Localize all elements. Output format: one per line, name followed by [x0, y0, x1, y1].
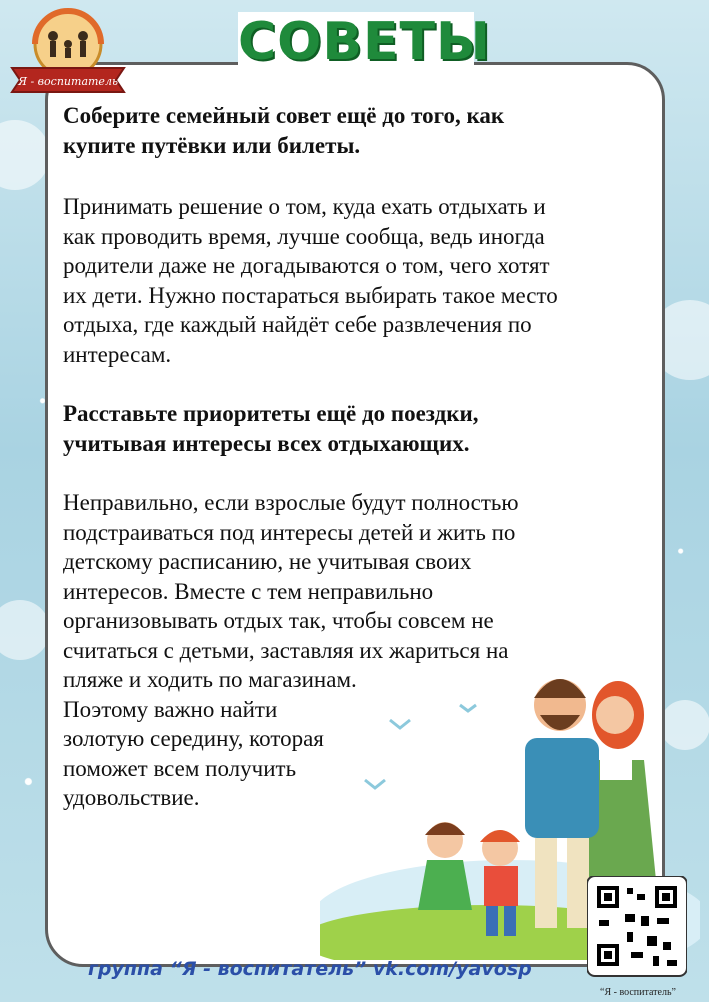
- heading-2-line: учитывая интересы всех отдыхающих.: [63, 430, 470, 456]
- paragraph-1: [63, 192, 663, 369]
- heading-2-line: Расставьте приоритеты ещё до поездки,: [63, 401, 479, 426]
- qr-code[interactable]: [587, 876, 687, 984]
- paragraph-line: удовольствие.: [63, 785, 200, 810]
- paragraph-line: подстраиваться под интересы детей и жить по: [63, 519, 516, 545]
- paragraph-line: Поэтому важно найти: [63, 696, 278, 722]
- paragraph-line: Принимать решение о том, куда ехать отдыхать и: [63, 194, 546, 219]
- paragraph-line: Неправильно, если взрослые будут полностью: [63, 490, 519, 515]
- paragraph-line: пляже и ходить по магазинам.: [63, 667, 357, 692]
- paragraph-line: считаться с детьми, заставляя их жариться на: [63, 637, 509, 663]
- paragraph-line: отдыха, где каждый найдёт себе развлечения по: [63, 312, 532, 337]
- svg-text:Я - воспитатель: Я - воспитатель: [18, 75, 118, 88]
- logo-badge: [8, 8, 128, 94]
- heading-1-line: Соберите семейный совет ещё до того, как: [63, 103, 505, 128]
- footer-link-text[interactable]: группа “Я - воспитатель” vk.com/yavosp: [88, 958, 532, 980]
- frost-decoration: [0, 120, 50, 190]
- heading-1: [63, 101, 663, 160]
- frost-decoration: [0, 600, 50, 660]
- paragraph-line: как проводить время, лучше сообща, ведь иногда: [63, 223, 545, 249]
- paragraph-line: интересов. Вместе с тем неправильно: [63, 578, 434, 604]
- page-title: СОВЕТЫ: [238, 12, 491, 72]
- paragraph-line: их дети. Нужно постараться выбирать такое место: [63, 282, 558, 308]
- qr-caption: “Я - воспитатель”: [600, 987, 676, 998]
- paragraph-line: интересам.: [63, 341, 172, 367]
- heading-1-line: купите путёвки или билеты.: [63, 132, 361, 158]
- paragraph-line: поможет всем получить: [63, 755, 297, 781]
- paragraph-line: детскому расписанию, не учитывая своих: [63, 549, 472, 574]
- heading-2: [63, 399, 663, 458]
- paragraph-line: организовывать отдых так, чтобы совсем не: [63, 608, 494, 633]
- paragraph-line: золотую середину, которая: [63, 726, 324, 751]
- paragraph-line: родители даже не догадываются о том, чего хотят: [63, 253, 550, 278]
